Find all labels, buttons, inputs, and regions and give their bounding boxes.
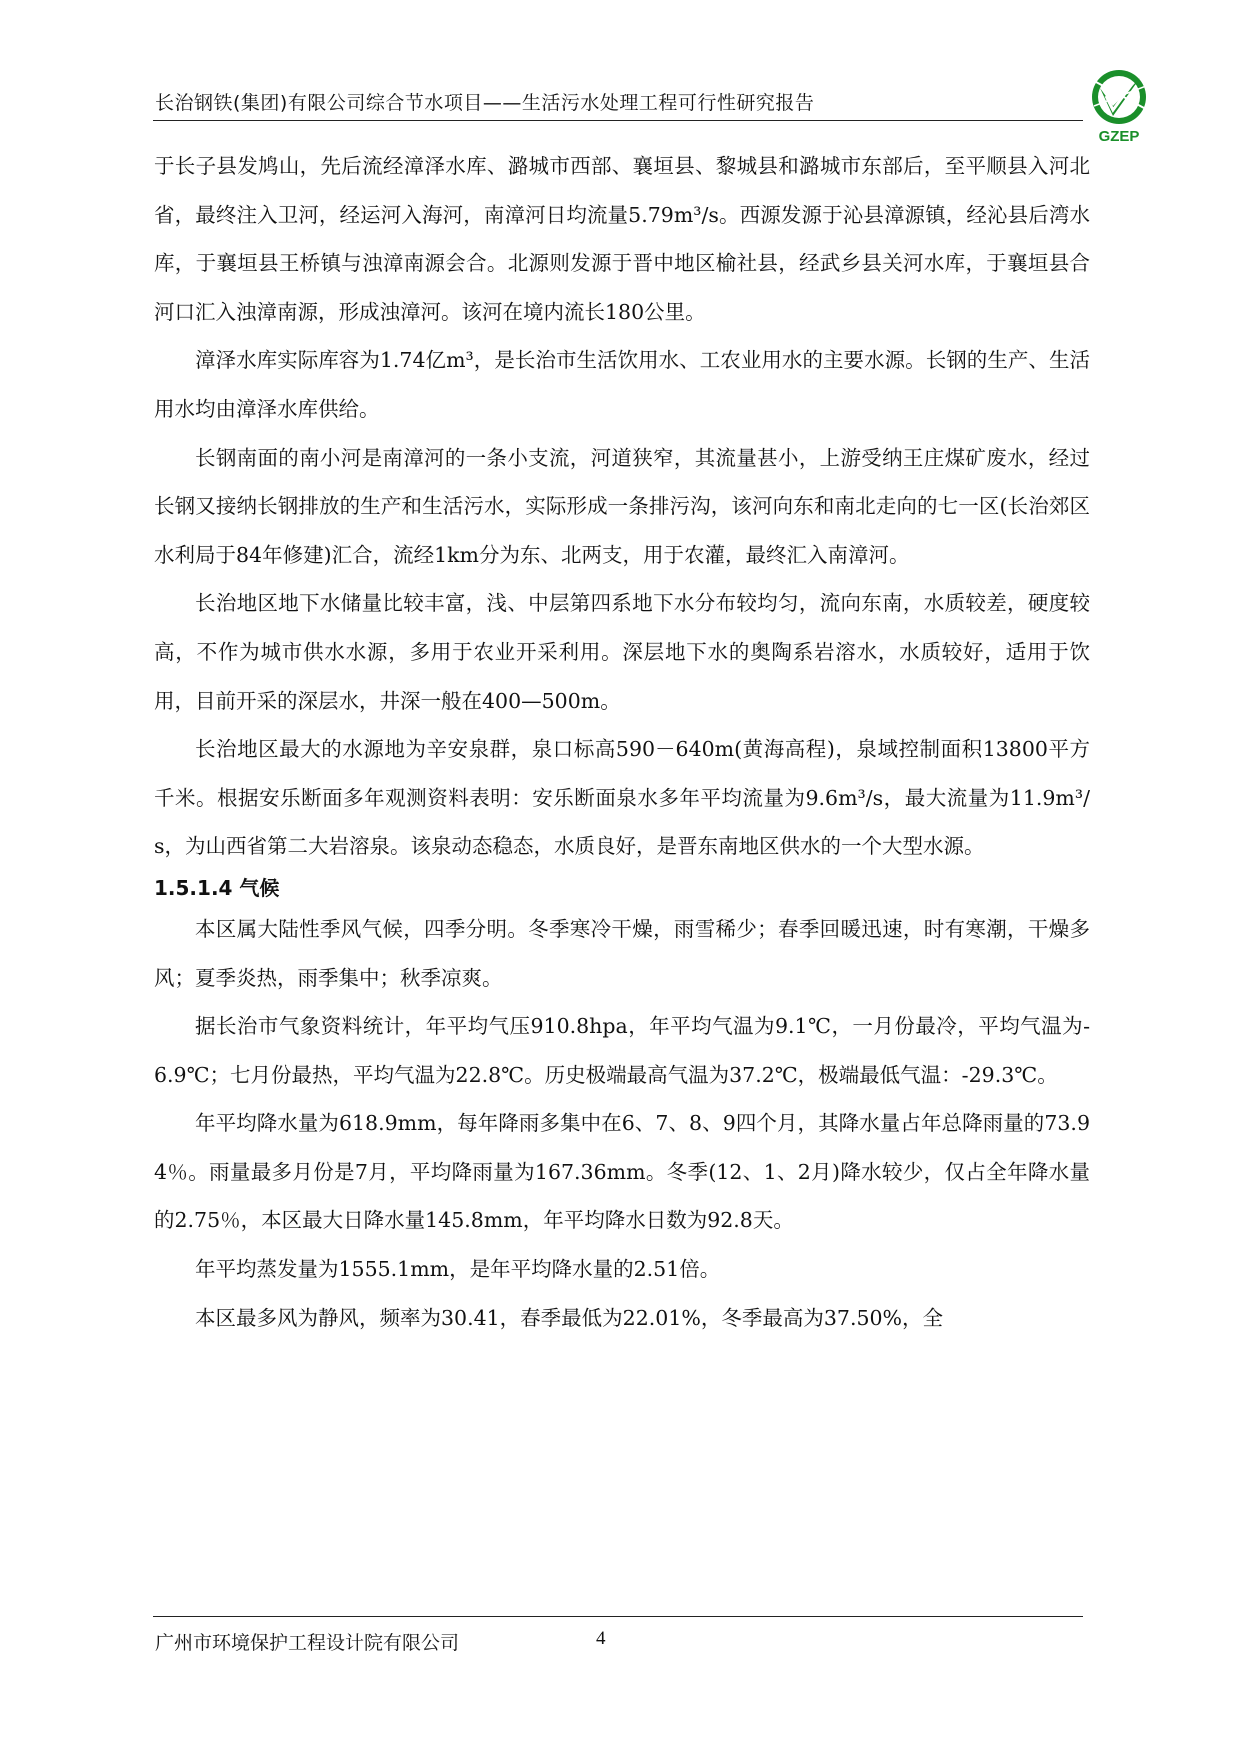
gzep-logo-graphic — [1086, 66, 1152, 130]
section-heading-climate: 1.5.1.4 气候 — [154, 875, 280, 900]
header-title: 长治钢铁(集团)有限公司综合节水项目——生活污水处理工程可行性研究报告 — [155, 92, 815, 114]
paragraph-climate-overview: 本区属大陆性季风气候，四季分明。冬季寒冷干燥，雨雪稀少；春季回暖迅速，时有寒潮，干燥多风；夏季炎热，雨季集中；秋季凉爽。 — [154, 916, 1090, 990]
header-divider — [153, 120, 1083, 121]
footer-company: 广州市环境保护工程设计院有限公司 — [155, 1632, 460, 1654]
paragraph-temperature: 据长治市气象资料统计，年平均气压910.8hpa，年平均气温为9.1℃，一月份最冷，平均气温为-6.9℃；七月份最热，平均气温为22.8℃。历史极端最高气温为37.2℃，极端最低气温：-29.3℃。 — [154, 1014, 1090, 1087]
paragraph-precipitation: 年平均降水量为618.9mm，每年降雨多集中在6、7、8、9四个月，其降水量占年总降雨量的73.94％。雨量最多月份是7月，平均降雨量为167.36mm。冬季(12、1、2月)降水较少，仅占全年降水量的2.75％，本区最大日降水量145.8mm，年平均降水日数为92.8天。 — [154, 1111, 1090, 1233]
footer-divider — [153, 1616, 1083, 1617]
document-body — [154, 142, 1090, 1342]
paragraph-groundwater: 长治地区地下水储量比较丰富，浅、中层第四系地下水分布较均匀，流向东南，水质较差，硬度较高，不作为城市供水水源，多用于农业开采利用。深层地下水的奥陶系岩溶水，水质较好，适用于饮用，目前开采的深层水，井深一般在400—500m。 — [154, 591, 1090, 713]
gzep-logo-icon — [1086, 66, 1152, 150]
logo-text: GZEP — [1098, 128, 1140, 145]
page-number: 4 — [596, 1628, 606, 1649]
paragraph-evaporation: 年平均蒸发量为1555.1mm，是年平均降水量的2.51倍。 — [195, 1257, 721, 1282]
paragraph-spring-source: 长治地区最大的水源地为辛安泉群，泉口标高590－640m(黄海高程)，泉域控制面积13800平方千米。根据安乐断面多年观测资料表明：安乐断面泉水多年平均流量为9.6m³/s，最大流量为11.9m³/s，为山西省第二大岩溶泉。该泉动态稳态，水质良好，是晋东南地区供水的一个大型水源。 — [154, 737, 1090, 859]
paragraph-river-course: 于长子县发鸠山，先后流经漳泽水库、潞城市西部、襄垣县、黎城县和潞城市东部后，至平顺县入河北省，最终注入卫河，经运河入海河，南漳河日均流量5.79m³/s。西源发源于沁县漳源镇，经沁县后湾水库，于襄垣县王桥镇与浊漳南源会合。北源则发源于晋中地区榆社县，经武乡县关河水库，于襄垣县合河口汇入浊漳南源，形成浊漳河。该河在境内流长180公里。 — [154, 154, 1090, 324]
paragraph-nanxiao-river: 长钢南面的南小河是南漳河的一条小支流，河道狭窄，其流量甚小，上游受纳王庄煤矿废水，经过长钢又接纳长钢排放的生产和生活污水，实际形成一条排污沟，该河向东和南北走向的七一区(长治郊区水利局于84年修建)汇合，流经1km分为东、北两支，用于农灌，最终汇入南漳河。 — [154, 445, 1090, 567]
paragraph-wind: 本区最多风为静风，频率为30.41，春季最低为22.01%，冬季最高为37.50%，全 — [195, 1305, 944, 1330]
paragraph-reservoir: 漳泽水库实际库容为1.74亿m³，是长治市生活饮用水、工农业用水的主要水源。长钢的生产、生活用水均由漳泽水库供给。 — [154, 348, 1090, 421]
